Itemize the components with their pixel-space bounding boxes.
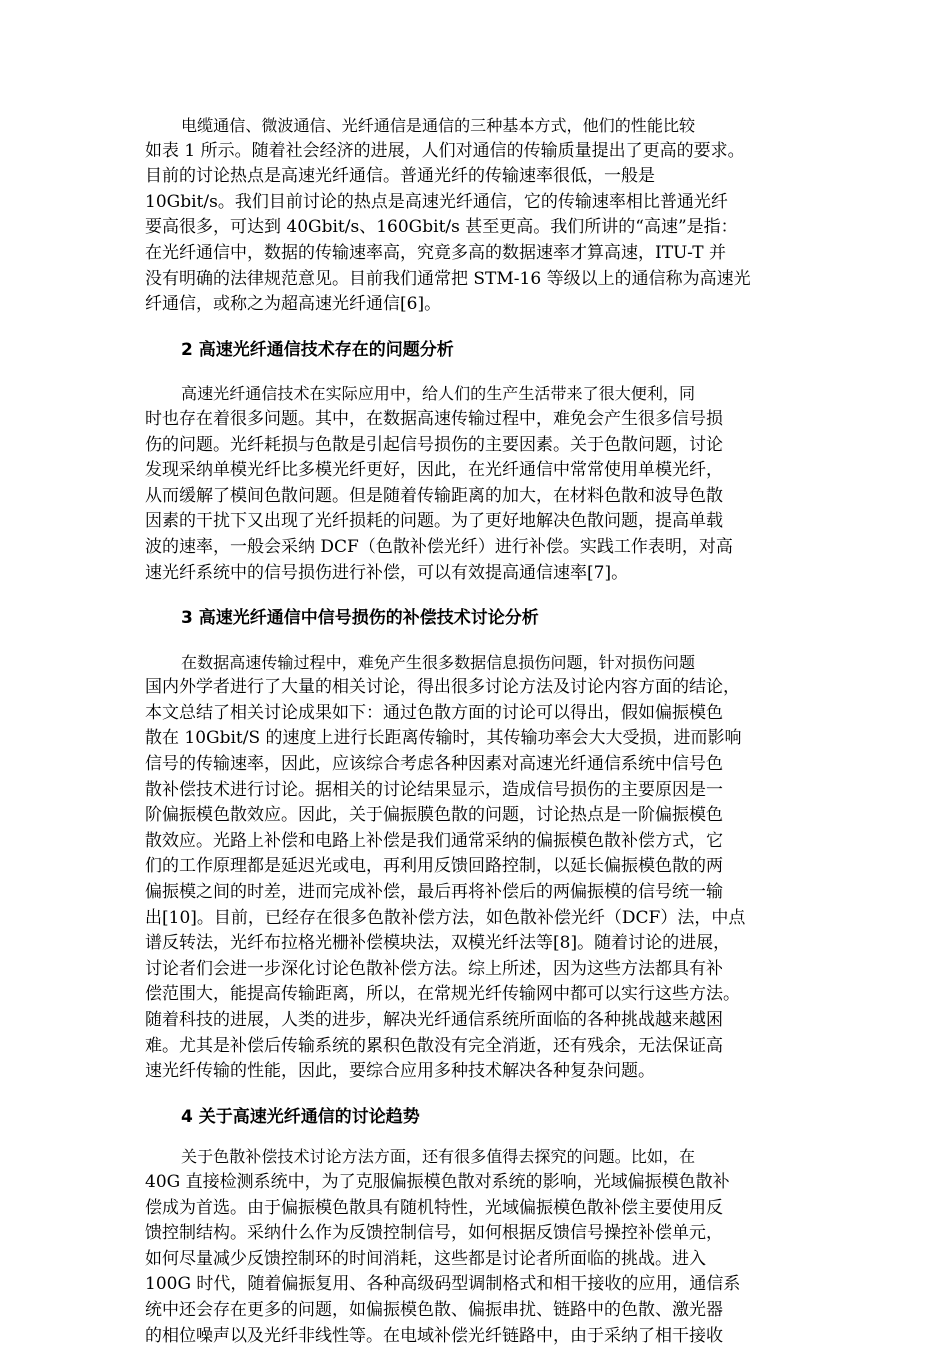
text-line: 馈控制结构。采纳什么作为反馈控制信号，如何根据反馈信号操控补偿单元， — [145, 1223, 723, 1244]
text-line: 国内外学者进行了大量的相关讨论，得出很多讨论方法及讨论内容方面的结论， — [145, 677, 740, 698]
text-line: 因素的干扰下又出现了光纤损耗的问题。为了更好地解决色散问题，提高单载 — [145, 511, 723, 532]
text-line: 们的工作原理都是延迟光或电，再利用反馈回路控制，以延长偏振模色散的两 — [145, 856, 723, 877]
text-line: 纤通信，或称之为超高速光纤通信[6]。 — [145, 294, 442, 315]
text-line: 本文总结了相关讨论成果如下：通过色散方面的讨论可以得出，假如偏振模色 — [145, 702, 723, 723]
text-line: 高速光纤通信技术在实际应用中，给人们的生产生活带来了很大便利，同 — [181, 384, 695, 404]
text-line: 难。尤其是补偿后传输系统的累积色散没有完全消逝，还有残余，无法保证高 — [145, 1035, 723, 1056]
text-line: 散补偿技术进行讨论。据相关的讨论结果显示，造成信号损伤的主要原因是一 — [145, 779, 723, 800]
text-line: 从而缓解了模间色散问题。但是随着传输距离的加大，在材料色散和波导色散 — [145, 485, 723, 506]
text-line: 偏振模之间的时差，进而完成补偿，最后再将补偿后的两偏振模的信号统一输 — [145, 882, 723, 903]
text-line: 在数据高速传输过程中，难免产生很多数据信息损伤问题，针对损伤问题 — [181, 652, 695, 672]
text-line: 偿范围大，能提高传输距离，所以，在常规光纤传输网中都可以实行这些方法。 — [145, 984, 740, 1005]
text-line: 伤的问题。光纤耗损与色散是引起信号损伤的主要因素。关于色散问题，讨论 — [145, 434, 723, 455]
text-line: 10Gbit/s。我们目前讨论的热点是高速光纤通信，它的传输速率相比普通光纤 — [145, 191, 728, 212]
text-line: 速光纤系统中的信号损伤进行补偿，可以有效提高通信速率[7]。 — [145, 562, 629, 583]
text-line: 100G 时代，随着偏振复用、各种高级码型调制格式和相干接收的应用，通信系 — [145, 1274, 741, 1295]
section-4-paragraph — [145, 1144, 808, 1349]
text-line: 散在 10Gbit/S 的速度上进行长距离传输时，其传输功率会大大受损，进而影响 — [145, 728, 742, 749]
text-line: 要高很多，可达到 40Gbit/s、160Gbit/s 甚至更高。我们所讲的“高速”是指： — [145, 217, 738, 238]
text-line: 目前的讨论热点是高速光纤通信。普通光纤的传输速率很低，一般是 — [145, 166, 655, 187]
text-line: 40G 直接检测系统中，为了克服偏振模色散对系统的影响，光域偏振模色散补 — [145, 1171, 730, 1192]
text-line: 信号的传输速率，因此，应该综合考虑各种因素对高速光纤通信系统中信号色 — [145, 754, 723, 775]
text-line: 如何尽量减少反馈控制环的时间消耗，这些都是讨论者所面临的挑战。进入 — [145, 1248, 706, 1269]
text-line: 时也存在着很多问题。其中，在数据高速传输过程中，难免会产生很多信号损 — [145, 408, 723, 429]
text-line: 速光纤传输的性能，因此，要综合应用多种技术解决各种复杂问题。 — [145, 1061, 655, 1082]
section-heading-3: 3 高速光纤通信中信号损伤的补偿技术讨论分析 — [181, 608, 539, 629]
section-heading-4: 4 关于高速光纤通信的讨论趋势 — [181, 1106, 420, 1127]
text-line: 的相位噪声以及光纤非线性等。在电域补偿光纤链路中，由于采纳了相干接收 — [145, 1325, 723, 1346]
text-line: 电缆通信、微波通信、光纤通信是通信的三种基本方式，他们的性能比较 — [181, 116, 695, 135]
document-page — [145, 113, 808, 1349]
text-line: 波的速率，一般会采纳 DCF（色散补偿光纤）进行补偿。实践工作表明，对高 — [145, 536, 733, 557]
text-line: 谱反转法，光纤布拉格光栅补偿模块法，双模光纤法等[8]。随着讨论的进展， — [145, 933, 731, 954]
intro-paragraph — [145, 113, 808, 318]
section-2-paragraph — [145, 381, 808, 586]
text-line: 随着科技的进展，人类的进步，解决光纤通信系统所面临的各种挑战越来越困 — [145, 1010, 723, 1030]
text-line: 偿成为首选。由于偏振模色散具有随机特性，光域偏振模色散补偿主要使用反 — [145, 1197, 723, 1218]
text-line: 统中还会存在更多的问题，如偏振模色散、偏振串扰、链路中的色散、激光器 — [145, 1299, 723, 1320]
text-line: 没有明确的法律规范意见。目前我们通常把 STM-16 等级以上的通信称为高速光 — [145, 268, 751, 289]
section-3-paragraph — [145, 650, 808, 1085]
section-heading-2: 2 高速光纤通信技术存在的问题分析 — [181, 339, 454, 360]
text-line: 散效应。光路上补偿和电路上补偿是我们通常采纳的偏振模色散补偿方式，它 — [145, 830, 723, 851]
text-line: 出[10]。目前，已经存在很多色散补偿方法，如色散补偿光纤（DCF）法，中点 — [145, 907, 746, 928]
text-line: 如表 1 所示。随着社会经济的进展，人们对通信的传输质量提出了更高的要求。 — [145, 140, 745, 161]
text-line: 讨论者们会进一步深化讨论色散补偿方法。综上所述，因为这些方法都具有补 — [145, 958, 723, 979]
text-line: 阶偏振模色散效应。因此，关于偏振膜色散的问题，讨论热点是一阶偏振模色 — [145, 805, 723, 826]
text-line: 发现采纳单模光纤比多模光纤更好，因此，在光纤通信中常常使用单模光纤， — [145, 460, 723, 481]
text-line: 在光纤通信中，数据的传输速率高，究竟多高的数据速率才算高速，ITU-T 并 — [145, 242, 726, 263]
text-line: 关于色散补偿技术讨论方法方面，还有很多值得去探究的问题。比如，在 — [181, 1147, 695, 1167]
